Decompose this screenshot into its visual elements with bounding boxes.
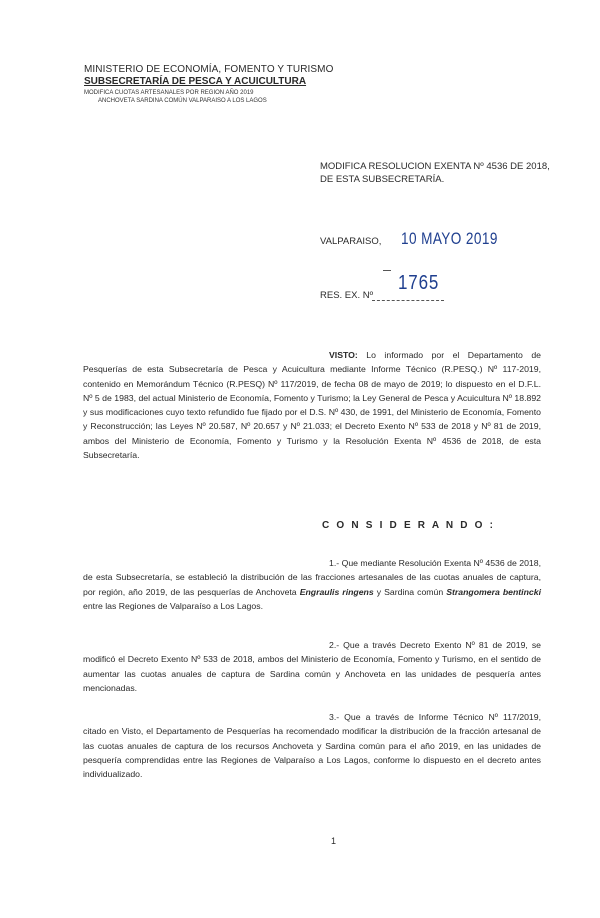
considerando-item-3: 3.- Que a través de Informe Técnico Nº 117/2019, citado en Visto, el Departamento de Pesquerías ha recomendado modificar la distribución de la fracción artesanal de las cuotas anuales de captura de los recursos Anchoveta y Sardina común para el año 2019, en las unidades de pesquería comprendidas entre las Regiones de Valparaíso a Los Lagos, conforme lo dispuesto en el decreto antes individualizado. bbox=[83, 712, 541, 780]
visto-heading: VISTO: bbox=[329, 350, 358, 360]
ministry-name: MINISTERIO DE ECONOMÍA, FOMENTO Y TURISMO bbox=[84, 64, 334, 75]
species-engraulis: Engraulis ringens bbox=[299, 586, 374, 597]
subject-line-2: ANCHOVETA SARDINA COMÚN VALPARAISO A LOS LAGOS bbox=[98, 98, 267, 104]
species-strangomera: Strangomera bentincki bbox=[446, 586, 541, 597]
page-number: 1 bbox=[331, 836, 337, 846]
subject-line-1: MODIFICA CUOTAS ARTESANALES POR REGION AÑO 2019 bbox=[84, 90, 254, 96]
undersecretary-name: SUBSECRETARÍA DE PESCA Y ACUICULTURA bbox=[84, 76, 307, 87]
considerando-item-1 bbox=[83, 556, 541, 613]
resolution-underline bbox=[372, 300, 444, 301]
resolution-number: 1765 bbox=[398, 272, 440, 294]
considerando-heading: C O N S I D E R A N D O : bbox=[322, 520, 496, 531]
place-label: VALPARAISO, bbox=[320, 236, 382, 247]
reference-line-2: DE ESTA SUBSECRETARÍA. bbox=[320, 174, 445, 185]
reference-line-1: MODIFICA RESOLUCION EXENTA Nº 4536 DE 2018, bbox=[320, 161, 550, 172]
visto-text: Lo informado por el Departamento de Pesquerías de esta Subsecretaría de Pesca y Acuicultura mediante Informe Técnico (R.PESQ.) Nº 117-2019, contenido en Memorándum Técnico (R.PESQ) Nº 117/2019, de fecha 08 de mayo de 2019; lo dispuesto en el D.F.L. Nº 5 de 1983, del actual Ministerio de Economía, Fomento y Turismo; la Ley General de Pesca y Acuicultura Nº 18.892 y sus modificaciones cuyo texto refundido fue fijado por el D.S. Nº 430, de 1991, del Ministerio de Economía, Fomento y Reconstrucción; las Leyes Nº 20.587, Nº 20.657 y Nº 21.033; el Decreto Exento Nº 533 de 2018 y Nº 81 de 2019, ambos del Ministerio de Economía, Fomento y Turismo y la Resolución Exenta Nº 4536 de 2018, de esta Subsecretaría. bbox=[83, 350, 541, 461]
item-1-middle: y Sardina común bbox=[373, 586, 447, 597]
considerando-item-2: 2.- Que a través Decreto Exento Nº 81 de 2019, se modificó el Decreto Exento Nº 533 de 2018, ambos del Ministerio de Economía, Fomento y Turismo, en el sentido de aumentar las cuotas anuales de captura de Sardina común y Anchoveta en las unidades de pesquería antes mencionadas. bbox=[83, 640, 541, 693]
resolution-label: RES. EX. Nº bbox=[320, 290, 374, 301]
item-1-suffix: entre las Regiones de Valparaíso a Los Lagos. bbox=[83, 600, 263, 611]
date-stamp: 10 MAYO 2019 bbox=[401, 229, 498, 248]
letterhead bbox=[84, 64, 344, 105]
reference-block bbox=[320, 160, 550, 186]
visto-paragraph bbox=[83, 348, 541, 462]
item-1-text: 1.- Que mediante Resolución Exenta Nº 4536 de 2018, de esta Subsecretaría, se estableció la distribución de las fracciones artesanales de las cuotas anuales de captura, por región, año 2019, de las pesquerías de Anchoveta bbox=[83, 558, 541, 597]
resolution-mark bbox=[383, 270, 391, 271]
